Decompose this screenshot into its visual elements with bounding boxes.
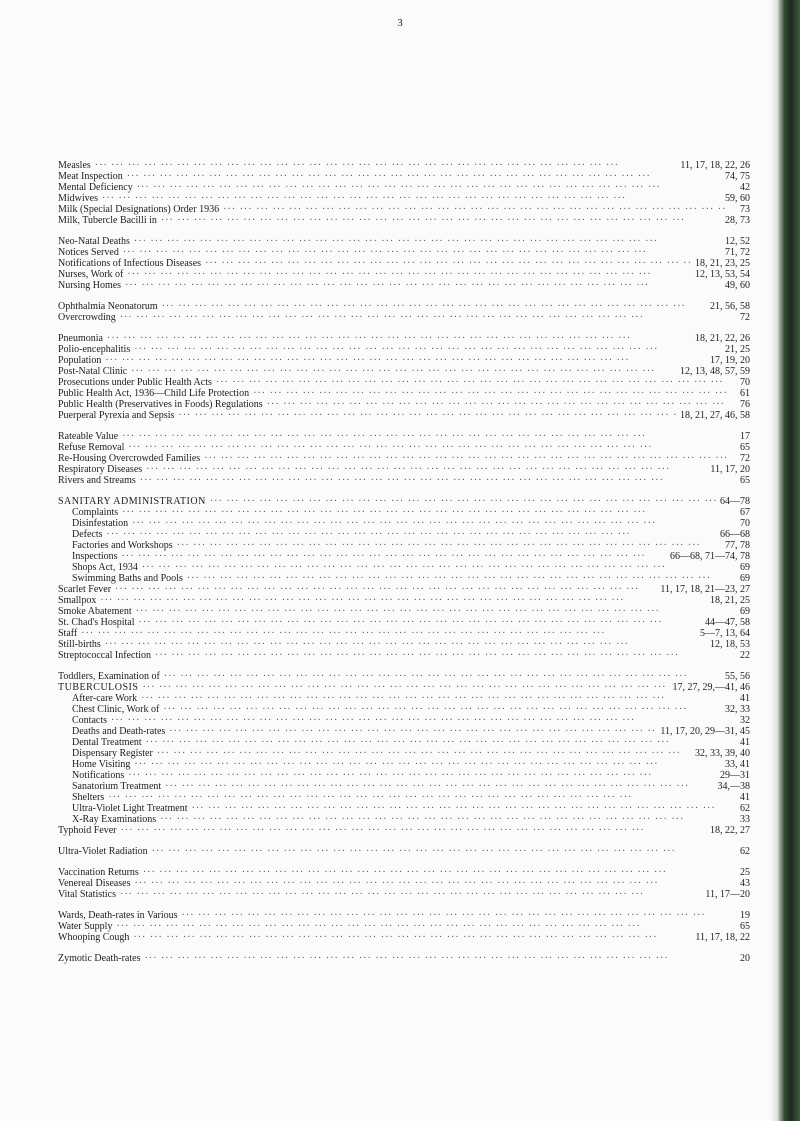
dot-leader <box>134 236 721 247</box>
index-entry <box>58 792 750 803</box>
entry-label: Notifications <box>72 770 125 781</box>
dot-leader <box>164 671 721 682</box>
entry-label: Measles <box>58 160 91 171</box>
entry-label: Chest Clinic, Work of <box>72 704 160 715</box>
index-entry <box>58 496 750 507</box>
dot-leader <box>139 617 701 628</box>
dot-leader <box>163 704 721 715</box>
entry-page-numbers: 62 <box>740 846 750 857</box>
index-entry <box>58 355 750 366</box>
entry-label: Contacts <box>72 715 107 726</box>
index-entry <box>58 693 750 704</box>
index-entry <box>58 715 750 726</box>
dot-leader <box>136 606 726 617</box>
entry-page-numbers: 70 <box>740 377 750 388</box>
index-group <box>58 301 750 323</box>
entry-page-numbers: 71, 72 <box>725 247 750 258</box>
entry-page-numbers: 21, 25 <box>725 344 750 355</box>
entry-label: Ultra-Violet Radiation <box>58 846 148 857</box>
entry-label: Sanatorium Treatment <box>72 781 162 792</box>
index-entry <box>58 781 750 792</box>
entry-label: Disinfestation <box>72 518 129 529</box>
dot-leader <box>111 715 726 726</box>
dot-leader <box>210 496 716 507</box>
entry-page-numbers: 17, 27, 29,—41, 46 <box>672 682 750 693</box>
index-group <box>58 867 750 900</box>
entry-label: Polio-encephalitis <box>58 344 131 355</box>
dot-leader <box>169 726 656 737</box>
entry-page-numbers: 18, 22, 27 <box>710 825 750 836</box>
dot-leader <box>178 410 676 421</box>
entry-label: Home Visiting <box>72 759 131 770</box>
entry-page-numbers: 61 <box>740 388 750 399</box>
dot-leader <box>132 518 726 529</box>
entry-page-numbers: 25 <box>740 867 750 878</box>
entry-label: Typhoid Fever <box>58 825 117 836</box>
entry-label: Dispensary Register <box>72 748 153 759</box>
entry-label: Smallpox <box>58 595 97 606</box>
entry-page-numbers: 32, 33 <box>725 704 750 715</box>
entry-label: Puerperal Pyrexia and Sepsis <box>58 410 175 421</box>
dot-leader <box>120 889 701 900</box>
entry-page-numbers: 69 <box>740 606 750 617</box>
dot-leader <box>192 803 727 814</box>
entry-label: Dental Treatment <box>72 737 142 748</box>
index-entry <box>58 215 750 226</box>
entry-label: Post-Natal Clinic <box>58 366 128 377</box>
entry-page-numbers: 29—31 <box>720 770 750 781</box>
dot-leader <box>134 878 726 889</box>
dot-leader <box>120 312 726 323</box>
entry-page-numbers: 33 <box>740 814 750 825</box>
index-entry <box>58 573 750 584</box>
index-entry <box>58 584 750 595</box>
entry-page-numbers: 65 <box>740 475 750 486</box>
entry-label: Overcrowding <box>58 312 116 323</box>
entry-label: Public Health Act, 1936—Child Life Protection <box>58 388 250 399</box>
dot-leader <box>100 595 706 606</box>
entry-page-numbers: 11, 17, 20, 29—31, 45 <box>660 726 750 737</box>
index-entry <box>58 160 750 171</box>
index-entry <box>58 889 750 900</box>
entry-label: Vital Statistics <box>58 889 117 900</box>
index-entry <box>58 825 750 836</box>
dot-leader <box>142 562 726 573</box>
index-entry <box>58 682 750 693</box>
entry-page-numbers: 33, 41 <box>725 759 750 770</box>
entry-label: Inspections <box>72 551 118 562</box>
dot-leader <box>157 748 691 759</box>
dot-leader <box>155 650 726 661</box>
entry-label: Rivers and Streams <box>58 475 136 486</box>
entry-page-numbers: 19 <box>740 910 750 921</box>
index-entry <box>58 399 750 410</box>
index-entry <box>58 759 750 770</box>
dot-leader <box>102 193 721 204</box>
index-entry <box>58 312 750 323</box>
book-binding-edge <box>778 0 800 1121</box>
entry-page-numbers: 41 <box>740 737 750 748</box>
entry-page-numbers: 11, 17, 18, 22 <box>695 932 750 943</box>
entry-page-numbers: 18, 21, 25 <box>710 595 750 606</box>
dot-leader <box>141 693 726 704</box>
index-group <box>58 160 750 226</box>
dot-leader <box>143 867 726 878</box>
index-entry <box>58 269 750 280</box>
dot-leader <box>116 921 726 932</box>
entry-page-numbers: 69 <box>740 562 750 573</box>
entry-label: Nursing Homes <box>58 280 122 291</box>
entry-page-numbers: 64—78 <box>720 496 750 507</box>
index-group <box>58 431 750 486</box>
entry-page-numbers: 74, 75 <box>725 171 750 182</box>
dot-leader <box>140 475 726 486</box>
index-entry <box>58 453 750 464</box>
entry-label: Shelters <box>72 792 105 803</box>
dot-leader <box>216 377 726 388</box>
entry-label: Neo-Natal Deaths <box>58 236 130 247</box>
dot-leader <box>123 247 721 258</box>
dot-leader <box>182 910 726 921</box>
entry-page-numbers: 34,—38 <box>717 781 750 792</box>
entry-label: Population <box>58 355 102 366</box>
dot-leader <box>127 171 721 182</box>
index-entry <box>58 247 750 258</box>
entry-label: Ophthalmia Neonatorum <box>58 301 158 312</box>
index-entry <box>58 204 750 215</box>
index-entry <box>58 737 750 748</box>
dot-leader <box>152 846 726 857</box>
entry-label: Shops Act, 1934 <box>72 562 138 573</box>
entry-page-numbers: 32 <box>740 715 750 726</box>
entry-page-numbers: 73 <box>740 204 750 215</box>
index-entry <box>58 464 750 475</box>
dot-leader <box>127 269 691 280</box>
entry-label: Wards, Death-rates in Various <box>58 910 178 921</box>
index-entry <box>58 562 750 573</box>
entry-page-numbers: 62 <box>740 803 750 814</box>
entry-label: X-Ray Examinations <box>72 814 157 825</box>
dot-leader <box>187 573 726 584</box>
index-entry <box>58 507 750 518</box>
index-entry <box>58 803 750 814</box>
entry-page-numbers: 41 <box>740 792 750 803</box>
index-group <box>58 236 750 291</box>
index-entry <box>58 377 750 388</box>
index-entry <box>58 595 750 606</box>
entry-label: Streptococcal Infection <box>58 650 152 661</box>
binding-shadow <box>770 0 778 1121</box>
entry-page-numbers: 17 <box>740 431 750 442</box>
index-entry <box>58 540 750 551</box>
entry-label: Nurses, Work of <box>58 269 124 280</box>
index-entry <box>58 748 750 759</box>
entry-page-numbers: 49, 60 <box>725 280 750 291</box>
entry-page-numbers: 12, 13, 53, 54 <box>695 269 750 280</box>
entry-page-numbers: 69 <box>740 573 750 584</box>
dot-leader <box>146 737 726 748</box>
dot-leader <box>81 628 696 639</box>
entry-page-numbers: 43 <box>740 878 750 889</box>
entry-page-numbers: 17, 19, 20 <box>710 355 750 366</box>
entry-page-numbers: 22 <box>740 650 750 661</box>
dot-leader <box>134 759 721 770</box>
dot-leader <box>122 507 726 518</box>
entry-label: Refuse Removal <box>58 442 125 453</box>
index-entry <box>58 639 750 650</box>
dot-leader <box>205 258 691 269</box>
dot-leader <box>105 355 706 366</box>
entry-label: St. Chad's Hospital <box>58 617 135 628</box>
entry-label: Water Supply <box>58 921 113 932</box>
index-entry <box>58 650 750 661</box>
entry-label: Mental Deficiency <box>58 182 133 193</box>
entry-label: Still-births <box>58 639 101 650</box>
entry-label: SANITARY ADMINISTRATION <box>58 496 206 507</box>
index-entry <box>58 932 750 943</box>
entry-page-numbers: 28, 73 <box>725 215 750 226</box>
dot-leader <box>125 280 721 291</box>
dot-leader <box>95 160 677 171</box>
index-entry <box>58 953 750 964</box>
dot-leader <box>177 540 721 551</box>
index-entry <box>58 846 750 857</box>
entry-label: Zymotic Death-rates <box>58 953 141 964</box>
index-group <box>58 953 750 964</box>
entry-page-numbers: 65 <box>740 442 750 453</box>
dot-leader <box>137 182 726 193</box>
index-entry <box>58 878 750 889</box>
dot-leader <box>144 953 726 964</box>
entry-label: Swimming Baths and Pools <box>72 573 183 584</box>
entry-page-numbers: 42 <box>740 182 750 193</box>
index-entry <box>58 770 750 781</box>
entry-page-numbers: 11, 17, 18, 21—23, 27 <box>660 584 750 595</box>
entry-page-numbers: 32, 33, 39, 40 <box>695 748 750 759</box>
entry-page-numbers: 11, 17, 18, 22, 26 <box>680 160 750 171</box>
dot-leader <box>120 825 706 836</box>
entry-page-numbers: 11, 17, 20 <box>710 464 750 475</box>
index-entry <box>58 344 750 355</box>
index-entry <box>58 704 750 715</box>
entry-page-numbers: 18, 21, 23, 25 <box>695 258 750 269</box>
entry-page-numbers: 18, 21, 27, 46, 58 <box>680 410 750 421</box>
index-entry <box>58 366 750 377</box>
entry-page-numbers: 21, 56, 58 <box>710 301 750 312</box>
index-entry <box>58 551 750 562</box>
entry-page-numbers: 72 <box>740 453 750 464</box>
dot-leader <box>165 781 713 792</box>
dot-leader <box>253 388 726 399</box>
index-group <box>58 846 750 857</box>
index-entry <box>58 606 750 617</box>
index-entry <box>58 867 750 878</box>
index-entry <box>58 671 750 682</box>
dot-leader <box>267 399 726 410</box>
entry-label: Prosecutions under Public Health Acts <box>58 377 212 388</box>
entry-page-numbers: 44—47, 58 <box>705 617 750 628</box>
dot-leader <box>161 215 721 226</box>
dot-leader <box>122 551 666 562</box>
dot-leader <box>105 639 706 650</box>
entry-page-numbers: 20 <box>740 953 750 964</box>
entry-label: Notices Served <box>58 247 119 258</box>
entry-page-numbers: 12, 52 <box>725 236 750 247</box>
index-group <box>58 910 750 943</box>
entry-label: Scarlet Fever <box>58 584 112 595</box>
entry-page-numbers: 59, 60 <box>725 193 750 204</box>
dot-leader <box>134 344 721 355</box>
index-entry <box>58 617 750 628</box>
entry-label: Staff <box>58 628 78 639</box>
entry-label: Meat Inspection <box>58 171 123 182</box>
entry-page-numbers: 12, 18, 53 <box>710 639 750 650</box>
index-group <box>58 333 750 421</box>
dot-leader <box>162 301 706 312</box>
entry-page-numbers: 77, 78 <box>725 540 750 551</box>
entry-page-numbers: 55, 56 <box>725 671 750 682</box>
index-entry <box>58 529 750 540</box>
index-entry <box>58 442 750 453</box>
entry-label: Complaints <box>72 507 119 518</box>
entry-label: TUBERCULOSIS <box>58 682 139 693</box>
dot-leader <box>223 204 726 215</box>
index-entry <box>58 280 750 291</box>
entry-label: Re-Housing Overcrowded Families <box>58 453 201 464</box>
index-entry <box>58 518 750 529</box>
entry-label: Public Health (Preservatives in Foods) Regulations <box>58 399 263 410</box>
index-entry <box>58 475 750 486</box>
entry-label: Respiratory Diseases <box>58 464 143 475</box>
entry-page-numbers: 12, 13, 48, 57, 59 <box>680 366 750 377</box>
entry-label: Factories and Workshops <box>72 540 173 551</box>
dot-leader <box>133 932 691 943</box>
dot-leader <box>128 442 726 453</box>
index-entry <box>58 921 750 932</box>
dot-leader <box>107 333 691 344</box>
index-entry <box>58 193 750 204</box>
index-entry <box>58 410 750 421</box>
dot-leader <box>122 431 726 442</box>
entry-label: Milk (Special Designations) Order 1936 <box>58 204 220 215</box>
entry-label: Vaccination Returns <box>58 867 139 878</box>
entry-page-numbers: 72 <box>740 312 750 323</box>
index-entry <box>58 333 750 344</box>
dot-leader <box>131 366 676 377</box>
entry-page-numbers: 66—68, 71—74, 78 <box>670 551 750 562</box>
page-number: 3 <box>397 17 403 29</box>
entry-label: Milk, Tubercle Bacilli in <box>58 215 157 226</box>
index-list <box>58 160 750 974</box>
dot-leader <box>108 792 726 803</box>
entry-page-numbers: 41 <box>740 693 750 704</box>
entry-page-numbers: 67 <box>740 507 750 518</box>
dot-leader <box>204 453 726 464</box>
entry-label: Deaths and Death-rates <box>72 726 166 737</box>
index-entry <box>58 258 750 269</box>
index-entry <box>58 388 750 399</box>
entry-label: Venereal Diseases <box>58 878 131 889</box>
entry-label: Defects <box>72 529 103 540</box>
dot-leader <box>115 584 656 595</box>
entry-label: Rateable Value <box>58 431 119 442</box>
index-group <box>58 671 750 836</box>
index-entry <box>58 910 750 921</box>
entry-label: Smoke Abatement <box>58 606 132 617</box>
index-group <box>58 496 750 661</box>
entry-page-numbers: 18, 21, 22, 26 <box>695 333 750 344</box>
index-entry <box>58 726 750 737</box>
index-entry <box>58 628 750 639</box>
dot-leader <box>160 814 726 825</box>
index-entry <box>58 171 750 182</box>
entry-label: Toddlers, Examination of <box>58 671 160 682</box>
dot-leader <box>107 529 716 540</box>
dot-leader <box>146 464 706 475</box>
index-entry <box>58 431 750 442</box>
entry-page-numbers: 76 <box>740 399 750 410</box>
entry-page-numbers: 65 <box>740 921 750 932</box>
dot-leader <box>128 770 716 781</box>
entry-page-numbers: 5—7, 13, 64 <box>700 628 750 639</box>
index-entry <box>58 301 750 312</box>
entry-page-numbers: 66—68 <box>720 529 750 540</box>
entry-label: Notifications of Infectious Diseases <box>58 258 202 269</box>
index-entry <box>58 182 750 193</box>
entry-page-numbers: 70 <box>740 518 750 529</box>
entry-label: Ultra-Violet Light Treatment <box>72 803 188 814</box>
entry-label: Midwives <box>58 193 98 204</box>
dot-leader <box>142 682 668 693</box>
index-entry <box>58 814 750 825</box>
entry-label: After-care Work <box>72 693 138 704</box>
entry-label: Pneumonia <box>58 333 103 344</box>
entry-page-numbers: 11, 17—20 <box>705 889 750 900</box>
entry-label: Whooping Cough <box>58 932 130 943</box>
index-entry <box>58 236 750 247</box>
